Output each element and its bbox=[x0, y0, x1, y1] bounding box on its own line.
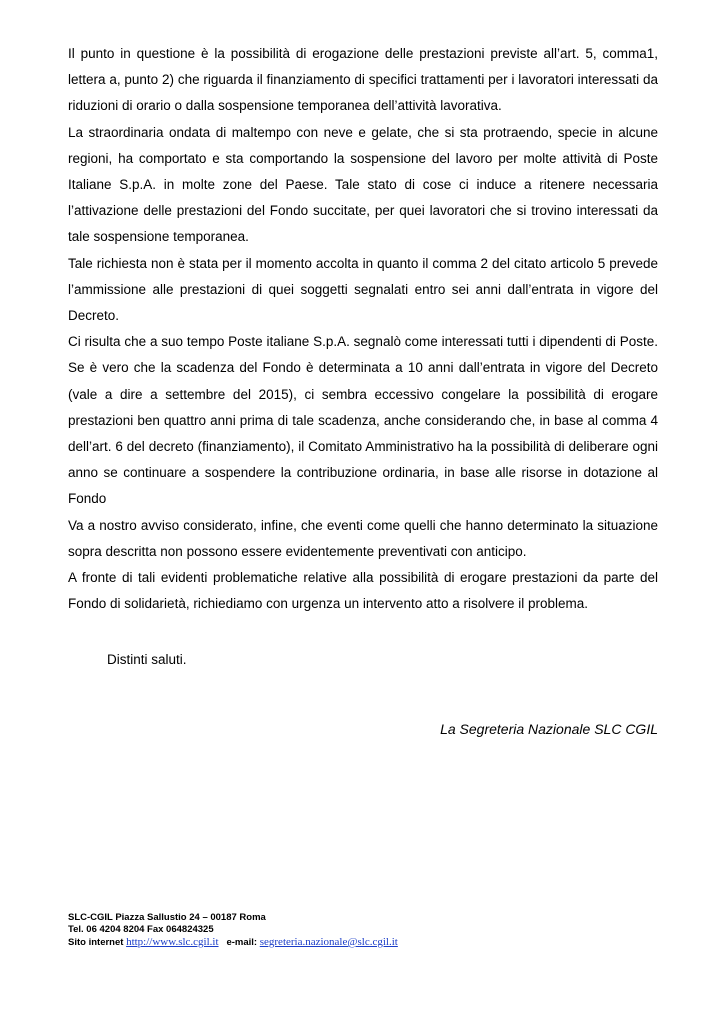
paragraph: La straordinaria ondata di maltempo con neve e gelate, che si sta protraendo, specie in alcune regioni, ha comportato e sta comportando la sospensione del lavoro per molte attività di Poste Italiane S.p.A. in molte zone del Paese. Tale stato di cose ci induce a ritenere necessaria l’attivazione delle prestazioni del Fondo succitate, per quei lavoratori che si trovino interessati da tale sospensione temporanea. bbox=[68, 124, 658, 245]
website-link[interactable]: http://www.slc.cgil.it bbox=[126, 936, 219, 948]
email-link[interactable]: segreteria.nazionale@slc.cgil.it bbox=[259, 936, 398, 948]
footer-address: SLC-CGIL Piazza Sallustio 24 – 00187 Roma bbox=[68, 912, 266, 923]
paragraph: Tale richiesta non è stata per il momento accolta in quanto il comma 2 del citato articolo 5 prevede l’ammissione alle prestazioni di quei soggetti segnalati entro sei anni dall’entrata in vigore del Decreto. bbox=[68, 255, 658, 324]
paragraph: Va a nostro avviso considerato, infine, che eventi come quelli che hanno determinato la situazione sopra descritta non possono essere evidentemente preventivati con anticipo. bbox=[68, 517, 658, 559]
paragraph: Ci risulta che a suo tempo Poste italiane S.p.A. segnalò come interessati tutti i dipendenti di Poste. Se è vero che la scadenza del Fondo è determinata a 10 anni dall’entrata in vigore del Decreto (vale a dire a settembre del 2015), ci sembra eccessivo congelare la possibilità di erogare prestazioni ben quattro anni prima di tale scadenza, anche considerando che, in base al comma 4 dell’art. 6 del decreto (finanziamento), il Comitato Amministrativo ha la possibilità di deliberare ogni anno se continuare a sospendere la contribuzione ordinaria, in base alle risorse in dotazione al Fondo bbox=[68, 334, 658, 507]
signature: La Segreteria Nazionale SLC CGIL bbox=[440, 721, 658, 737]
footer bbox=[68, 912, 668, 949]
paragraph: A fronte di tali evidenti problematiche relative alla possibilità di erogare prestazioni da parte del Fondo di solidarietà, richiediamo con urgenza un intervento atto a risolvere il problema. bbox=[68, 570, 658, 612]
site-label: Sito internet bbox=[68, 937, 124, 948]
closing-salutation: Distinti saluti. bbox=[107, 652, 187, 667]
paragraph: Il punto in questione è la possibilità di erogazione delle prestazioni previste all’art. 5, comma1, lettera a, punto 2) che riguarda il finanziamento di specifici trattamenti per i lavoratori interessati da riduzioni di orario o dalla sospensione temporanea dell’attività lavorativa. bbox=[68, 46, 658, 114]
footer-contacts bbox=[68, 936, 668, 949]
email-label: e-mail: bbox=[226, 937, 258, 948]
footer-phone: Tel. 06 4204 8204 Fax 064824325 bbox=[68, 924, 214, 935]
letter-body bbox=[68, 41, 658, 617]
